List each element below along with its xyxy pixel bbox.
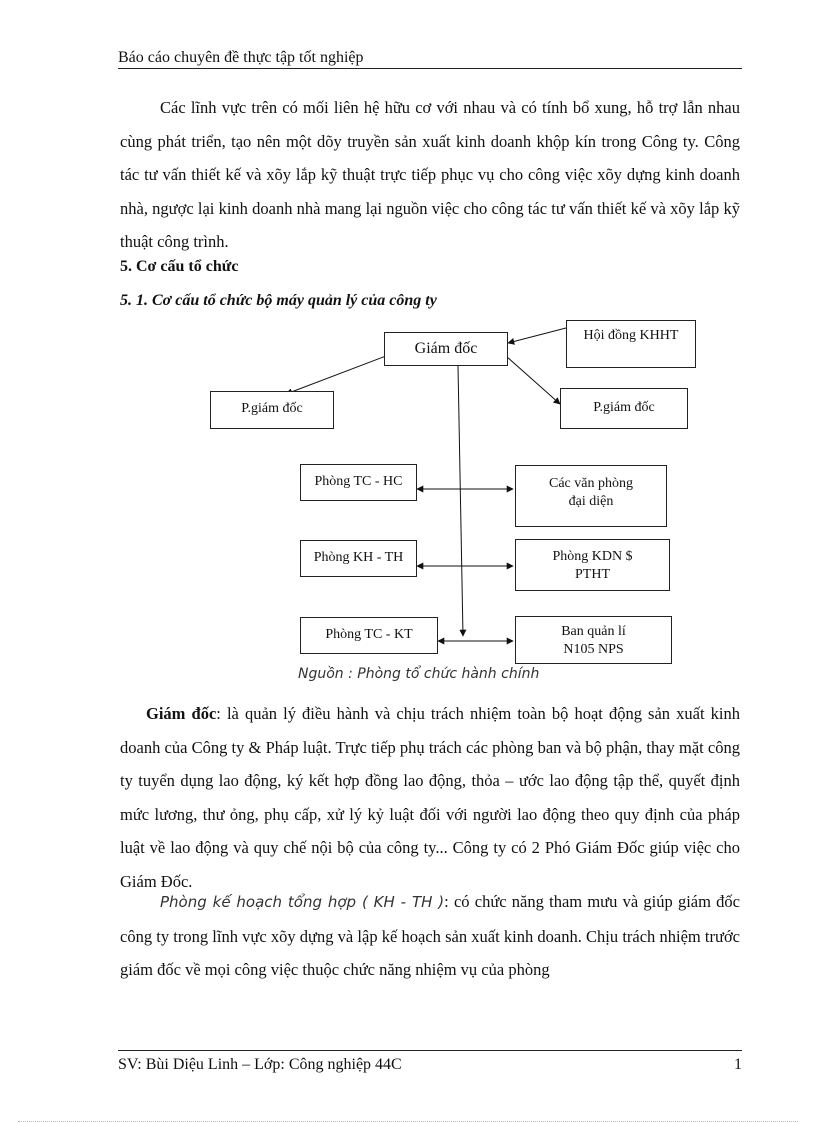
org-box-rep-offices: Các văn phòng đại diện [515,465,667,527]
subsection-heading: 5. 1. Cơ cấu tổ chức bộ máy quản lý của công ty [120,292,437,309]
planning-label: Phòng kế hoạch tổng hợp ( KH - TH ) [160,893,445,911]
connector-director-to-deputy-right [506,356,560,404]
org-box-council: Hội đồng KHHT [566,320,696,368]
footer-divider [118,1050,742,1051]
org-chart-source-note: Nguồn : Phòng tổ chức hành chính [298,666,540,682]
director-label: Giám đốc [146,704,217,723]
intro-paragraph: Các lĩnh vực trên có mối liên hệ hữu cơ với nhau và có tính bổ xung, hỗ trợ lẫn nhau cùng phát triển, tạo nên một dõy truyền sản xuất kinh doanh khộp kín trong Công ty. Công tác tư vấn thiết kế và xõy lắp kỹ thuật trực tiếp phục vụ cho công việc xõy dựng kinh doanh nhà, ngược lại kinh doanh nhà mang lại nguồn việc cho công tác tư vấn thiết kế và xõy lắp kỹ thuật công trình. [120,98,740,252]
director-text: : là quản lý điều hành và chịu trách nhiệm toàn bộ hoạt động sản xuất kinh doanh của Công ty & Pháp luật. Trực tiếp phụ trách các phòng ban và bộ phận, thay mặt công ty tuyển dụng lao động, ký kết hợp đồng lao động, thỏa – ước lao động tập thể, quyết định mức lương, thư ỏng, phụ cấp, xử lý kỷ luật đối với người lao động theo quy định của pháp luật về lao động và quy chế nội bộ của công ty... Công ty có 2 Phó Giám Đốc giúp việc cho Giám Đốc. [120,704,740,891]
org-box-dept-tc-kt: Phòng TC - KT [300,617,438,654]
section-heading: 5. Cơ cấu tổ chức [120,258,239,275]
planning-paragraph [120,885,740,987]
connector-director-to-deputy-left [286,356,386,394]
org-box-deputy-right: P.giám đốc [560,388,688,429]
footer-student: SV: Bùi Diệu Linh – Lớp: Công nghiệp 44C [118,1056,402,1073]
org-box-dept-kh-th: Phòng KH - TH [300,540,417,577]
director-paragraph [120,697,740,899]
org-box-director: Giám đốc [384,332,508,366]
page-header-title: Báo cáo chuyên đề thực tập tốt nghiệp [118,49,364,66]
connector-director-vertical [458,366,463,636]
page-number: 1 [734,1056,742,1073]
page-bottom-dotted-divider [18,1121,798,1122]
planning-text: : có chức năng tham mưu và giúp giám đốc công ty trong lĩnh vực xõy dựng và lập kế hoạch sản xuất kinh doanh. Chịu trách nhiệm trước giám đốc về mọi công việc thuộc chức năng nhiệm vụ của phòng [120,892,740,980]
org-box-dept-tc-hc: Phòng TC - HC [300,464,417,501]
org-box-dept-kdn: Phòng KDN $ PTHT [515,539,670,591]
connector-council-to-director [508,328,566,343]
org-box-deputy-left: P.giám đốc [210,391,334,429]
org-box-board-n105: Ban quản lí N105 NPS [515,616,672,664]
